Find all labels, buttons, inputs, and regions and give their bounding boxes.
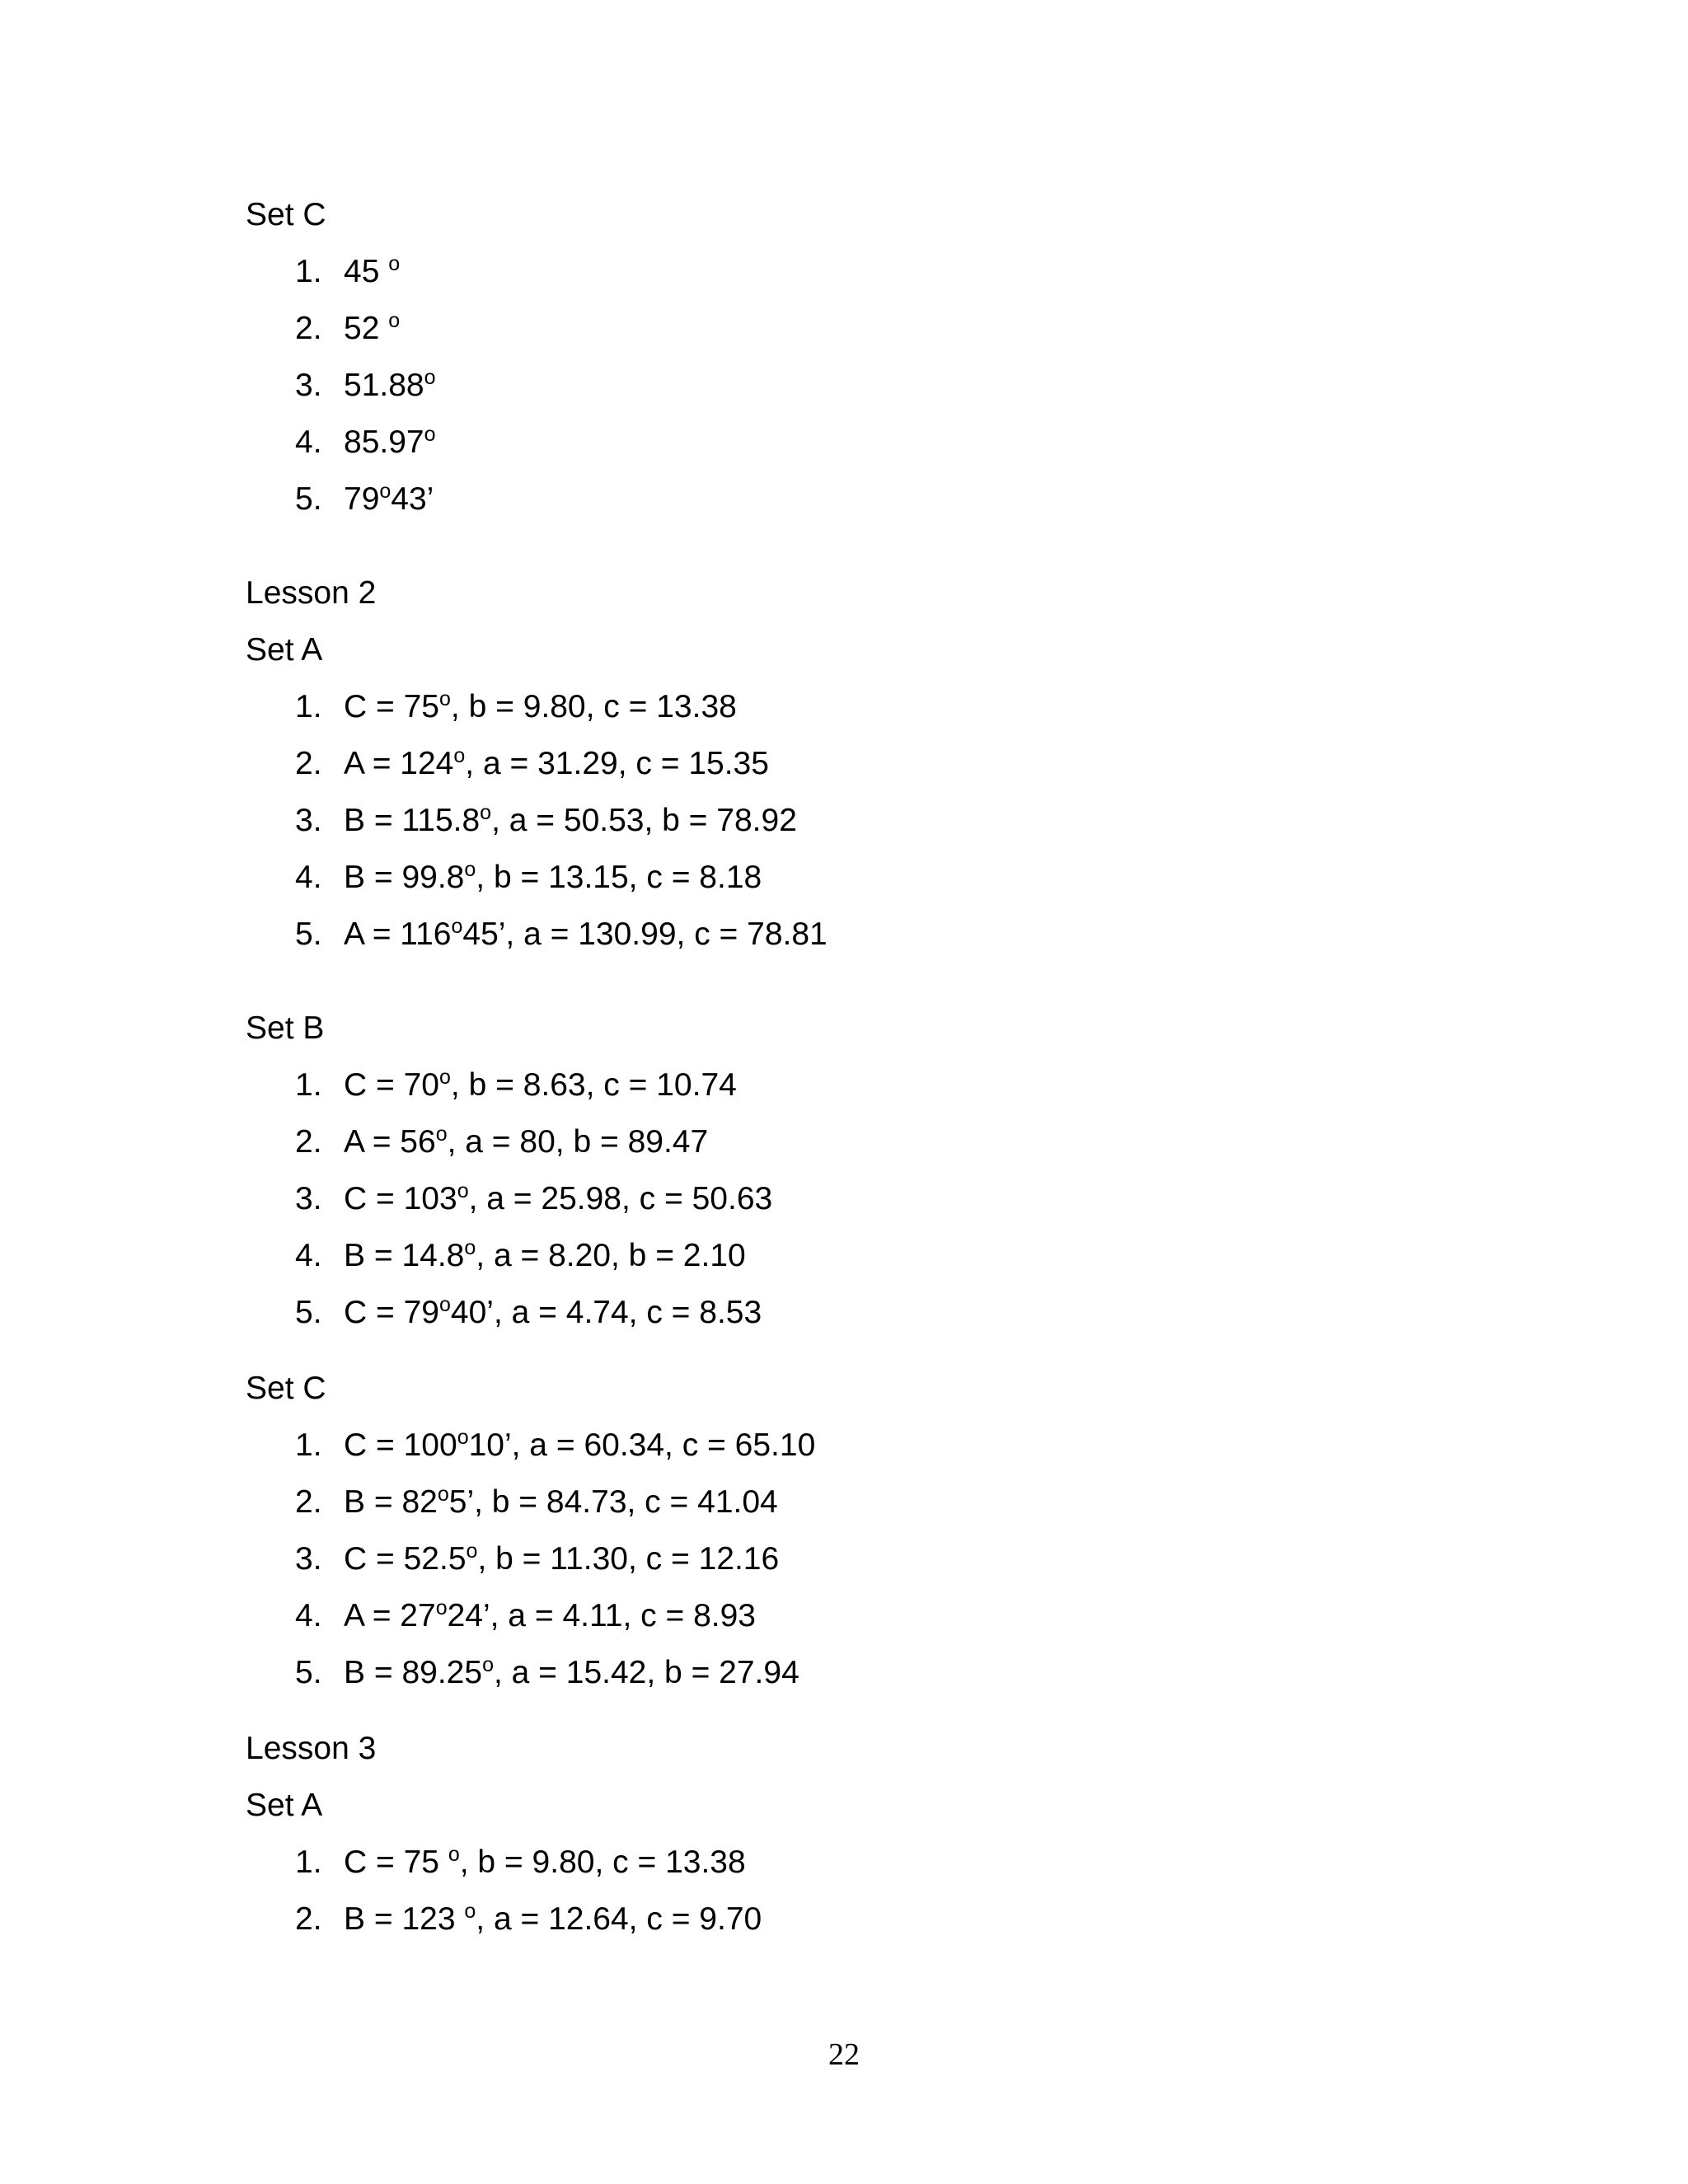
item-number: 3. xyxy=(295,1541,322,1577)
degree-symbol: o xyxy=(464,858,476,881)
item-number: 5. xyxy=(295,1655,322,1690)
item-number: 2. xyxy=(295,1901,322,1937)
degree-symbol: o xyxy=(439,1066,451,1089)
degree-symbol: o xyxy=(457,1426,469,1449)
answer-text: 45 $^o$ xyxy=(344,252,401,289)
answer-text: $C = 79^o40$’, a = 4.74, c = 8.53 xyxy=(344,1293,762,1330)
answer-item xyxy=(295,367,436,405)
answer-item xyxy=(295,1427,815,1465)
degree-symbol: o xyxy=(435,1596,448,1619)
item-number: 5. xyxy=(295,1295,322,1330)
page-number: 22 xyxy=(828,2037,860,2072)
answer-text: $A = 27^o24$’, a = 4.11, c = 8.93 xyxy=(344,1596,756,1633)
item-number: 2. xyxy=(295,1124,322,1160)
answer-text: 52 $^o$ xyxy=(344,309,401,346)
section-heading: Set C xyxy=(246,197,326,232)
answer-text: 85.97$^o$ xyxy=(344,423,436,460)
item-number: 3. xyxy=(295,803,322,838)
item-number: 4. xyxy=(295,1238,322,1273)
answer-text: $A = 116^o45$’, a = 130.99, c = 78.81 xyxy=(344,915,828,952)
answer-text: $B = 115.8^o$, a = 50.53, b = 78.92 xyxy=(344,801,797,838)
item-number: 3. xyxy=(295,1181,322,1216)
answer-text: $C = 100^o10$’, a = 60.34, c = 65.10 xyxy=(344,1426,816,1463)
answer-text: $C = 52.5^o$, b = 11.30, c = 12.16 xyxy=(344,1540,780,1577)
answer-item xyxy=(295,1123,708,1161)
answer-text: 51.88$^o$ xyxy=(344,366,436,403)
item-number: 5. xyxy=(295,481,322,517)
section-heading: Set B xyxy=(246,1010,325,1046)
answer-item xyxy=(295,1844,746,1882)
answer-item xyxy=(295,1900,762,1938)
item-number: 2. xyxy=(295,311,322,346)
item-number: 1. xyxy=(295,689,322,724)
answer-item xyxy=(295,1066,737,1104)
answer-text: C = 75 $^o$, b = 9.80, c = 13.38 xyxy=(344,1843,746,1880)
item-number: 3. xyxy=(295,368,322,403)
item-number: 4. xyxy=(295,424,322,460)
answer-item xyxy=(295,916,828,954)
degree-symbol: o xyxy=(466,1540,478,1563)
degree-symbol: o xyxy=(453,744,466,767)
degree-symbol: o xyxy=(439,687,451,710)
item-number: 1. xyxy=(295,1427,322,1463)
item-number: 1. xyxy=(295,1067,322,1103)
item-number: 4. xyxy=(295,860,322,895)
degree-symbol: o xyxy=(424,423,436,446)
answer-item xyxy=(295,480,434,518)
answer-item xyxy=(295,802,797,840)
answer-text: $B = 14.8^o$, a = 8.20, b = 2.10 xyxy=(344,1236,746,1273)
item-number: 1. xyxy=(295,254,322,289)
degree-symbol: o xyxy=(388,252,401,275)
answer-text: $A = 124^o$, a = 31.29, c = 15.35 xyxy=(344,744,769,781)
degree-symbol: o xyxy=(437,1483,449,1506)
degree-symbol: o xyxy=(448,1843,460,1866)
answer-item xyxy=(295,1180,772,1218)
degree-symbol: o xyxy=(435,1122,448,1146)
section-heading: Set A xyxy=(246,1788,323,1823)
degree-symbol: o xyxy=(379,480,392,503)
answer-text: $C = 70^o$, b = 8.63, c = 10.74 xyxy=(344,1066,737,1103)
answer-item xyxy=(295,310,400,348)
degree-symbol: o xyxy=(480,801,492,824)
answer-item xyxy=(295,253,400,291)
degree-symbol: o xyxy=(439,1293,451,1316)
answer-item xyxy=(295,1237,746,1275)
item-number: 5. xyxy=(295,916,322,952)
section-heading: Set C xyxy=(246,1371,326,1406)
degree-symbol: o xyxy=(451,915,463,938)
degree-symbol: o xyxy=(482,1653,494,1676)
degree-symbol: o xyxy=(464,1236,476,1259)
answer-text: $A = 56^o$, a = 80, b = 89.47 xyxy=(344,1122,709,1160)
answer-text: $B = 82^o5$’, b = 84.73, c = 41.04 xyxy=(344,1483,778,1520)
item-number: 4. xyxy=(295,1598,322,1633)
degree-symbol: o xyxy=(424,366,436,389)
answer-item xyxy=(295,859,762,897)
degree-symbol: o xyxy=(457,1179,469,1202)
lesson-heading: Lesson 2 xyxy=(246,575,377,611)
item-number: 2. xyxy=(295,746,322,781)
lesson-heading: Lesson 3 xyxy=(246,1731,377,1766)
section-heading: Set A xyxy=(246,632,323,668)
answer-item xyxy=(295,424,436,462)
answer-item xyxy=(295,1540,779,1578)
answer-item xyxy=(295,1654,799,1692)
item-number: 2. xyxy=(295,1484,322,1520)
answer-text: B = 123 $^o$, a = 12.64, c = 9.70 xyxy=(344,1900,762,1937)
answer-text: $B = 89.25^o$, a = 15.42, b = 27.94 xyxy=(344,1653,799,1690)
item-number: 1. xyxy=(295,1844,322,1880)
answer-item xyxy=(295,1483,778,1521)
answer-item xyxy=(295,1294,762,1332)
answer-text: 79$^o$43’ xyxy=(344,480,434,517)
degree-symbol: o xyxy=(388,309,401,332)
answer-item xyxy=(295,688,737,726)
answer-item xyxy=(295,745,769,783)
degree-symbol: o xyxy=(464,1900,476,1923)
answer-text: $B = 99.8^o$, b = 13.15, c = 8.18 xyxy=(344,858,762,895)
answer-text: $C = 103^o$, a = 25.98, c = 50.63 xyxy=(344,1179,773,1216)
answer-item xyxy=(295,1597,756,1635)
answer-text: $C = 75^o$, b = 9.80, c = 13.38 xyxy=(344,687,737,724)
